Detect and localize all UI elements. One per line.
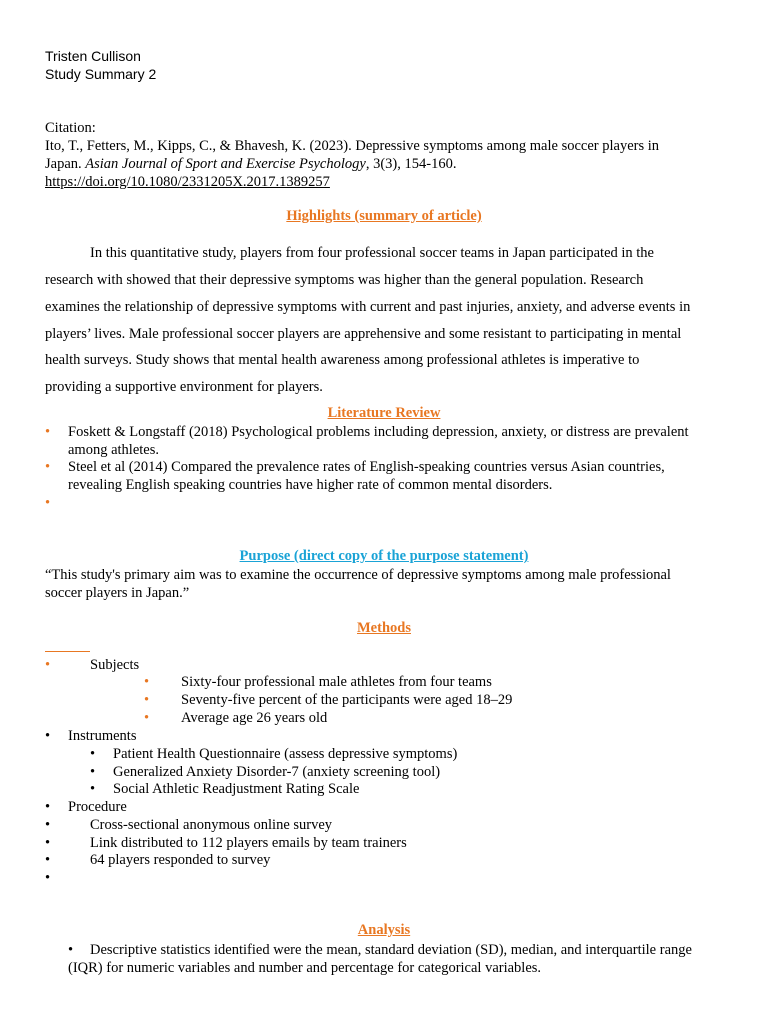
analysis-line-1: Descriptive statistics identified were the mean, standard deviation (SD), median, and interquartile range [90,942,692,958]
author-name: Tristen Cullison [45,48,141,64]
bullet-icon: • [45,870,51,886]
instrument-item-3: Social Athletic Readjustment Rating Scale [113,781,360,797]
procedure-item-2: Link distributed to 112 players emails by team trainers [90,835,407,851]
purpose-line-1: “This study's primary aim was to examine the occurrence of depressive symptoms among male professional [45,567,671,583]
bullet-icon: • [45,835,51,851]
journal-title: Asian Journal of Sport and Exercise Psychology [85,156,366,172]
bullet-icon: • [144,674,150,690]
analysis-heading: Analysis [357,922,411,938]
literature-item-2-line-1: Steel et al (2014) Compared the prevalence rates of English-speaking countries versus Asian countries, [68,459,665,475]
procedure-item-3: 64 players responded to survey [90,852,271,868]
procedure-label: Procedure [68,799,127,815]
citation-line-1: Ito, T., Fetters, M., Kipps, C., & Bhavesh, K. (2023). Depressive symptoms among male soccer players in [45,138,660,154]
literature-item-1-line-1: Foskett & Longstaff (2018) Psychological problems including depression, anxiety, or distress are prevalent [68,424,689,440]
instrument-item-1: Patient Health Questionnaire (assess depressive symptoms) [113,746,458,762]
highlights-line-5: health surveys. Study shows that mental health awareness among professional athletes is imperative to [45,352,640,368]
bullet-icon: • [45,817,51,833]
procedure-item-1: Cross-sectional anonymous online survey [90,817,333,833]
bullet-icon: • [45,424,51,440]
literature-heading: Literature Review [327,405,441,421]
doi-line [45,173,330,191]
instrument-item-2: Generalized Anxiety Disorder-7 (anxiety screening tool) [113,764,441,780]
bullet-icon: • [45,852,51,868]
bullet-icon: • [144,710,150,726]
subjects-label: Subjects [90,657,140,673]
bullet-icon: • [90,781,96,797]
document-title: Study Summary 2 [45,66,157,82]
literature-item-2-line-2: revealing English speaking countries have higher rate of common mental disorders. [68,477,553,493]
citation-line-2 [45,155,456,173]
subject-item-2: Seventy-five percent of the participants were aged 18–29 [181,692,513,708]
highlights-line-6: providing a supportive environment for players. [45,379,323,395]
highlights-line-4: players’ lives. Male professional soccer players are apprehensive and some resistant to participating in mental [45,326,682,342]
subject-item-3: Average age 26 years old [181,710,328,726]
analysis-line-2: (IQR) for numeric variables and number and percentage for categorical variables. [68,960,542,976]
bullet-icon: • [45,495,51,511]
citation-prefix: Japan. [45,156,86,172]
bullet-icon: • [90,746,96,762]
bullet-icon: • [45,459,51,475]
subject-item-1: Sixty-four professional male athletes from four teams [181,674,492,690]
purpose-line-2: soccer players in Japan.” [45,585,190,601]
highlights-line-1: In this quantitative study, players from four professional soccer teams in Japan participated in the [90,245,654,261]
instruments-label: Instruments [68,728,137,744]
highlights-line-3: examines the relationship of depressive symptoms with current and past injuries, anxiety, and adverse events in [45,299,691,315]
purpose-heading: Purpose (direct copy of the purpose statement) [239,548,529,564]
divider [45,651,90,652]
literature-item-1-line-2: among athletes. [68,442,160,458]
bullet-icon: • [45,799,51,815]
highlights-line-2: research with showed that their depressive symptoms was higher than the general population. Research [45,272,644,288]
bullet-icon: • [68,942,74,958]
bullet-icon: • [45,728,51,744]
highlights-heading: Highlights (summary of article) [286,208,482,224]
citation-volume: , 3(3), 154-160. [365,156,457,172]
bullet-icon: • [144,692,150,708]
doi-link[interactable]: https://doi.org/10.1080/2331205X.2017.1389257 [45,174,330,190]
bullet-icon: • [45,657,51,673]
citation-label: Citation: [45,120,96,136]
bullet-icon: • [90,764,96,780]
methods-heading: Methods [357,620,411,636]
